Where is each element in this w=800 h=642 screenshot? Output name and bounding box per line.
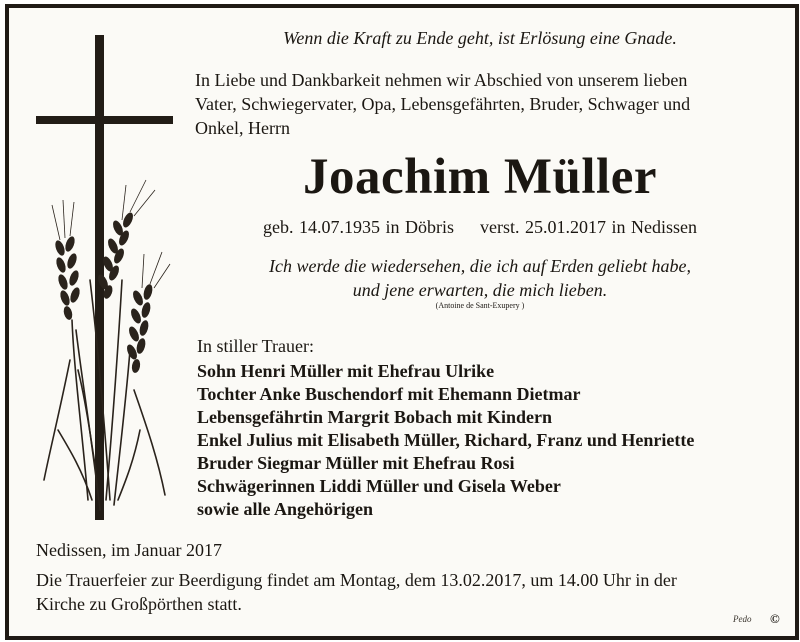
- intro-line: In Liebe und Dankbarkeit nehmen wir Abschied von unserem lieben: [195, 70, 688, 90]
- copyright-icon: ©: [770, 611, 780, 626]
- intro-text: [195, 68, 768, 140]
- mourner-entry: Lebensgefährtin Margrit Bobach mit Kindern: [197, 407, 552, 427]
- mourner-entry: Schwägerinnen Liddi Müller und Gisela Weber: [197, 476, 561, 496]
- birth-info: geb. 14.07.1935 in Döbris: [263, 217, 454, 237]
- quote-source: (Antoine de Sant-Exupery ): [435, 301, 525, 310]
- quote-line: Ich werde die wiedersehen, die ich auf Erden geliebt habe,: [268, 256, 692, 276]
- life-dates: [190, 217, 770, 238]
- mourners-list: [197, 360, 694, 521]
- wheat-grain-left: [54, 235, 82, 321]
- mourning-label: In stiller Trauer:: [197, 336, 314, 356]
- motto: Wenn die Kraft zu Ende geht, ist Erlösung eine Gnade.: [283, 28, 677, 48]
- funeral-line: Die Trauerfeier zur Beerdigung findet am Montag, dem 13.02.2017, um 14.00 Uhr in der: [36, 570, 677, 590]
- mourner-entry: Bruder Siegmar Müller mit Ehefrau Rosi: [197, 453, 515, 473]
- deceased-name: Joachim Müller: [302, 149, 657, 205]
- mourner-entry: Sohn Henri Müller mit Ehefrau Ulrike: [197, 361, 495, 381]
- mourner-entry: sowie alle Angehörigen: [197, 499, 373, 519]
- intro-line: Vater, Schwiegervater, Opa, Lebensgefährten, Bruder, Schwager und: [195, 94, 691, 114]
- place-date: Nedissen, im Januar 2017: [36, 540, 222, 560]
- designer-signature: Pedo: [733, 614, 752, 624]
- funeral-info: [36, 568, 770, 616]
- quote-line: und jene erwarten, die mich lieben.: [352, 280, 608, 300]
- death-info: verst. 25.01.2017 in Nedissen: [480, 217, 697, 237]
- quote: [190, 254, 770, 302]
- funeral-line: Kirche zu Großpörthen statt.: [36, 594, 242, 614]
- intro-line: Onkel, Herrn: [195, 118, 290, 138]
- mourner-entry: Tochter Anke Buschendorf mit Ehemann Dietmar: [197, 384, 581, 404]
- cross-wheat-illustration: [30, 30, 180, 525]
- mourner-entry: Enkel Julius mit Elisabeth Müller, Richard, Franz und Henriette: [197, 430, 695, 450]
